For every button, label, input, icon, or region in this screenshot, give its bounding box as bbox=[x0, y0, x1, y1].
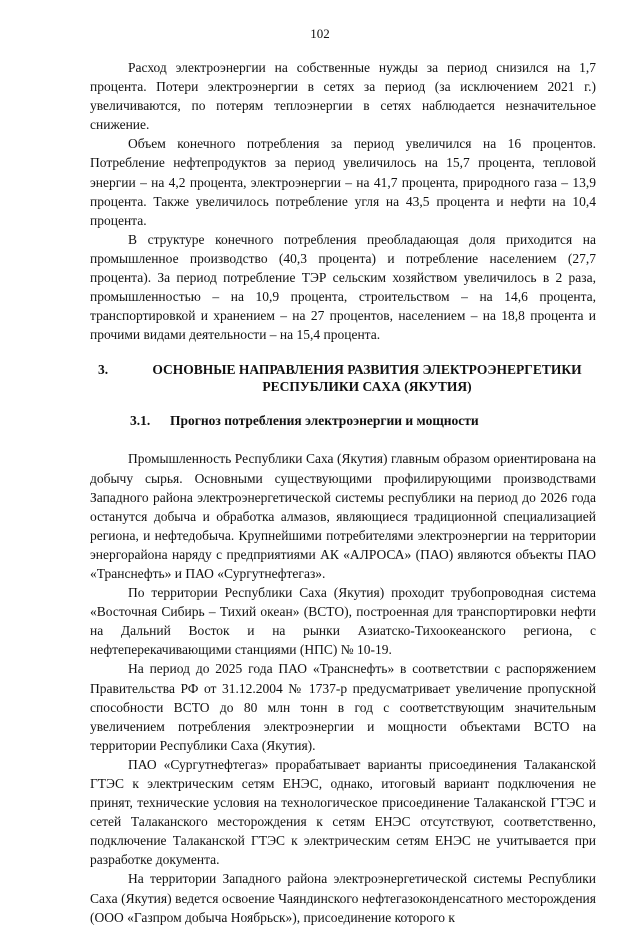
paragraph: Промышленность Республики Саха (Якутия) главным образом ориентирована на добычу сырья. Основными существующими профилирующими производствами Западного района электроэнергетической системы республики на период до 2026 года останутся добыча и обработка алмазов, являющиеся традиционной специализацией региона, и нефтедобыча. Крупнейшими потребителями электроэнергии на территории энергорайона наряду с предприятиями АК «АЛРОСА» (ПАО) являются объекты ПАО «Транснефть» и ПАО «Сургутнефтегаз». bbox=[90, 451, 596, 581]
document-body bbox=[90, 58, 596, 927]
subsection-heading bbox=[90, 412, 596, 429]
subsection-title: Прогноз потребления электроэнергии и мощности bbox=[170, 413, 479, 429]
section-number: 3. bbox=[98, 362, 109, 378]
section-heading bbox=[90, 361, 596, 395]
page-number: 102 bbox=[310, 26, 330, 41]
paragraph: На территории Западного района электроэнергетической системы Республики Саха (Якутия) ведется освоение Чаяндинского нефтегазоконденсатного месторождения (ООО «Газпром добыча Ноябрьск»), присоединение которого к bbox=[90, 871, 596, 925]
paragraph: Объем конечного потребления за период увеличился на 16 процентов. Потребление нефтепродуктов за период увеличилось на 15,7 процента, тепловой энергии – на 4,2 процента, электроэнергии – на 41,7 процента, природного газа – 13,9 процента. Также увеличилось потребление угля на 43,5 процента и нефти на 10,4 процента. bbox=[90, 136, 596, 228]
subsection-number: 3.1. bbox=[130, 413, 151, 429]
paragraph: ПАО «Сургутнефтегаз» прорабатывает варианты присоединения Талаканской ГТЭС к электрическим сетям ЕНЭС, однако, итоговый вариант подключения не принят, технические условия на технологическое присоединение Талаканской ГТЭС и сетей Талаканского месторождения к сетям ЕНЭС отсутствуют, соответственно, подключение Талаканской ГТЭС к электрическим сетям ЕНЭС не учитывается при разработке документа. bbox=[90, 756, 596, 868]
paragraph: В структуре конечного потребления преобладающая доля приходится на промышленное производство (40,3 процента) и потребление населением (27,7 процента). За период потребление ТЭР сельским хозяйством увеличилось в 2 раза, промышленностью – на 10,9 процента, строительством – на 14,6 процента, транспортировкой и хранением – на 27 процентов, населением – на 18,8 процента и прочими видами деятельности – на 15,4 процента. bbox=[90, 231, 596, 343]
paragraph: Расход электроэнергии на собственные нужды за период снизился на 1,7 процента. Потери электроэнергии в сетях за период (за исключением 2021 г.) увеличиваются, по потерям теплоэнергии в сетях наблюдается незначительное снижение. bbox=[90, 60, 596, 133]
section-title: ОСНОВНЫЕ НАПРАВЛЕНИЯ РАЗВИТИЯ ЭЛЕКТРОЭНЕРГЕТИКИ РЕСПУБЛИКИ САХА (ЯКУТИЯ) bbox=[152, 362, 582, 395]
paragraph: На период до 2025 года ПАО «Транснефть» в соответствии с распоряжением Правительства РФ от 31.12.2004 № 1737-р предусматривает увеличение пропускной способности ВСТО до 80 млн тонн в год с соответствующим значительным увеличением потребления электроэнергии и мощности объектами ВСТО на территории Республики Саха (Якутия). bbox=[90, 661, 596, 753]
paragraph: По территории Республики Саха (Якутия) проходит трубопроводная система «Восточная Сибирь – Тихий океан» (ВСТО), построенная для транспортировки нефти на Дальний Восток и на рынки Азиатско-Тихоокеанского региона, с нефтеперекачивающими станциями (НПС) № 10-19. bbox=[90, 585, 596, 658]
